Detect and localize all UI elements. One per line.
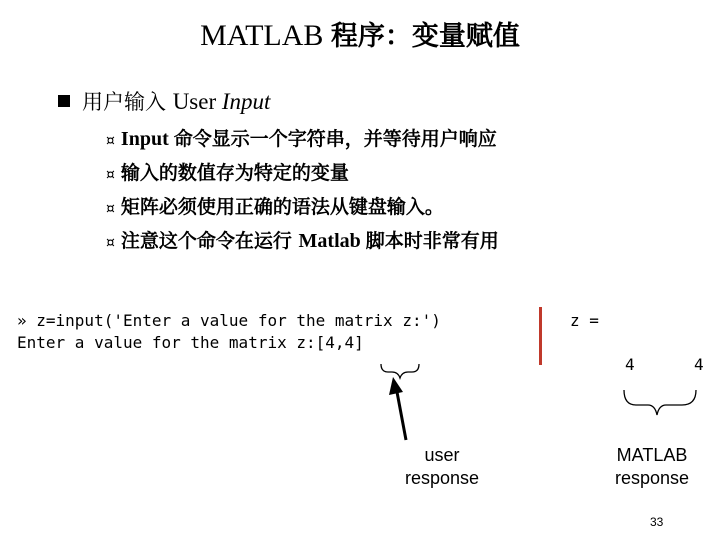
bullet-text: 脚本时非常有用 <box>365 230 499 252</box>
matlab-response-label: MATLAB response <box>614 445 690 488</box>
currency-bullet-icon: ¤ <box>106 235 115 251</box>
currency-bullet-icon: ¤ <box>106 201 115 217</box>
user-brace-icon <box>381 364 419 378</box>
heading-english: User <box>172 89 222 114</box>
currency-bullet-icon: ¤ <box>106 133 115 149</box>
output-value: 4 <box>625 355 635 374</box>
bullet-text: 矩阵必须使用正确的语法从键盘输入。 <box>120 196 444 218</box>
currency-bullet-icon: ¤ <box>106 167 115 183</box>
bullet-latin: Matlab <box>298 230 366 252</box>
matlab-brace-icon <box>624 390 696 415</box>
bullet-latin: Input <box>120 128 174 150</box>
output-variable: z = <box>570 311 599 330</box>
pointer-arrow-head-icon <box>389 377 403 395</box>
pointer-arrow-line <box>397 392 406 440</box>
heading-english-italic: Input <box>221 89 271 114</box>
output-value: 4 <box>694 355 704 374</box>
user-response-label: user response <box>404 445 480 488</box>
console-command-line: » z=input('Enter a value for the matrix z:') <box>17 311 441 330</box>
page-number: 33 <box>650 515 664 529</box>
title-latin: MATLAB <box>200 19 331 52</box>
heading-chinese: 用户输入 <box>82 90 173 114</box>
title-chinese: 程序：变量赋值 <box>330 21 520 52</box>
bullet-text: 输入的数值存为特定的变量 <box>120 162 349 184</box>
console-prompt-line: Enter a value for the matrix z:[4,4] <box>17 333 364 352</box>
bullet-text: 命令显示一个字符串，并等待用户响应 <box>173 128 497 150</box>
bullet-text: 注意这个命令在运行 <box>120 230 299 252</box>
